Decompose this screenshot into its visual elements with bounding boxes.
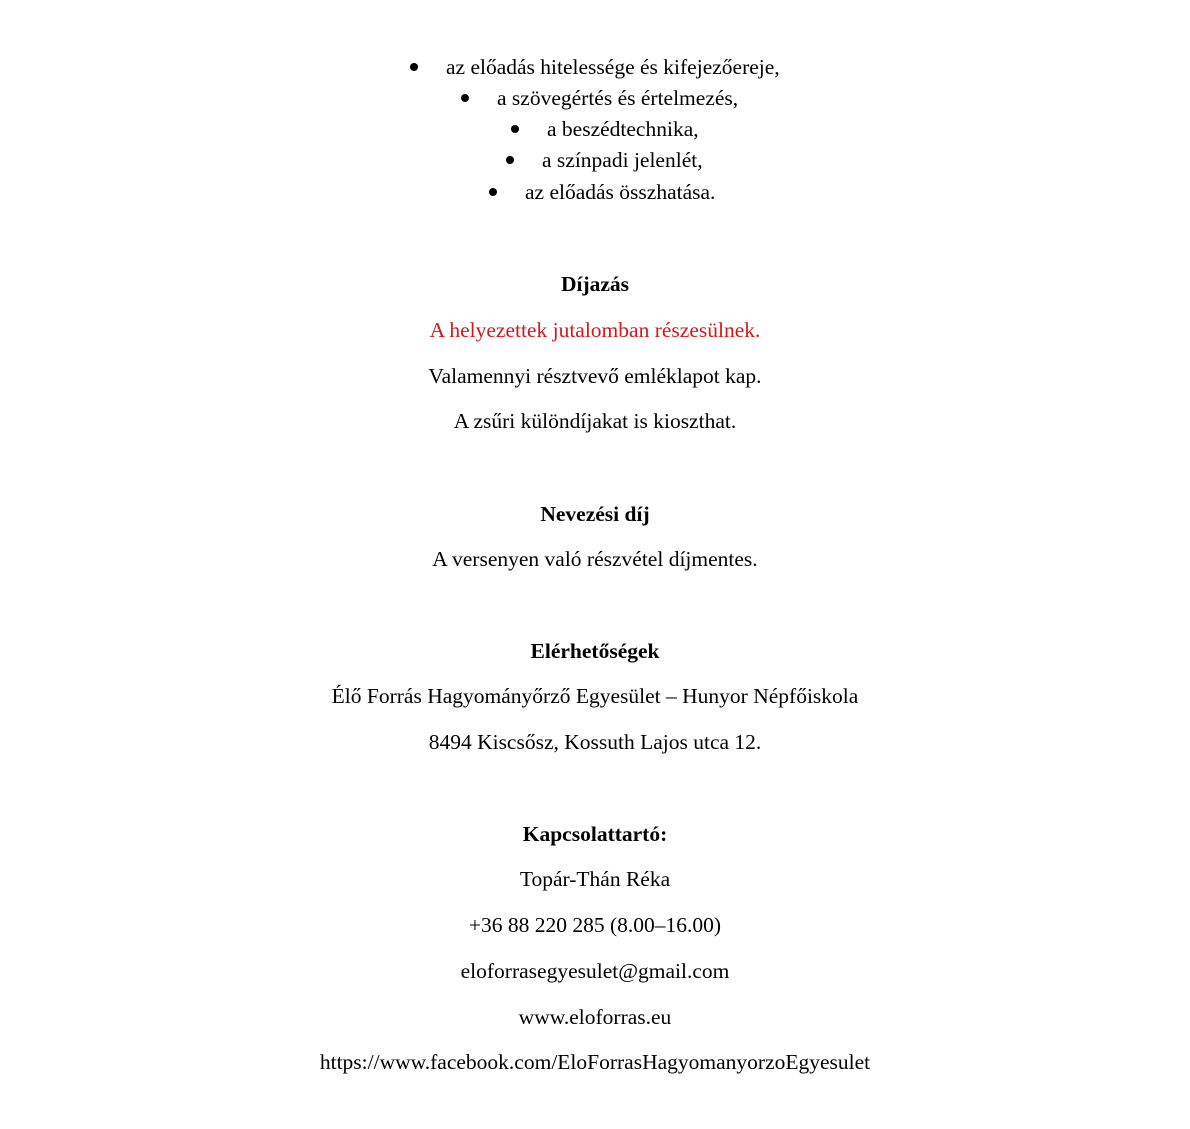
bullet-icon (511, 125, 519, 133)
list-item (511, 116, 699, 142)
bullet-icon (489, 188, 497, 196)
address: 8494 Kiscsősz, Kossuth Lajos utca 12. (428, 730, 762, 754)
list-item-text: a szövegértés és értelmezés, (497, 86, 739, 110)
bullet-icon (410, 63, 418, 71)
list-item-text: az előadás összhatása. (525, 180, 716, 204)
bullet-icon (506, 156, 514, 164)
list-item (410, 54, 780, 80)
list-item-text: a színpadi jelenlét, (542, 148, 703, 172)
fee-text: A versenyen való részvétel díjmentes. (432, 547, 758, 571)
list-item (489, 179, 715, 205)
phone-number: +36 88 220 285 (8.00–16.00) (468, 913, 722, 937)
email-link[interactable]: eloforrasegyesulet@gmail.com (460, 959, 730, 983)
bullet-icon (461, 94, 469, 102)
list-item (461, 85, 738, 111)
list-item-text: a beszédtechnika, (547, 117, 699, 141)
awards-line: A zsűri különdíjakat is kioszthat. (453, 409, 737, 433)
contact-person-heading: Kapcsolattartó: (522, 822, 668, 846)
list-item (506, 147, 703, 173)
awards-highlight: A helyezettek jutalomban részesülnek. (429, 318, 761, 342)
facebook-link[interactable]: https://www.facebook.com/EloForrasHagyomanyorzoEgyesulet (319, 1050, 871, 1074)
website-link[interactable]: www.eloforras.eu (518, 1005, 672, 1029)
awards-line: Valamennyi résztvevő emléklapot kap. (428, 364, 762, 388)
awards-heading: Díjazás (560, 272, 630, 296)
organization-name: Élő Forrás Hagyományőrző Egyesület – Hunyor Népfőiskola (331, 684, 859, 708)
fee-heading: Nevezési díj (540, 502, 650, 526)
contact-person-name: Topár-Thán Réka (519, 867, 671, 891)
contacts-heading: Elérhetőségek (530, 639, 660, 663)
list-item-text: az előadás hitelessége és kifejezőereje, (446, 55, 780, 79)
